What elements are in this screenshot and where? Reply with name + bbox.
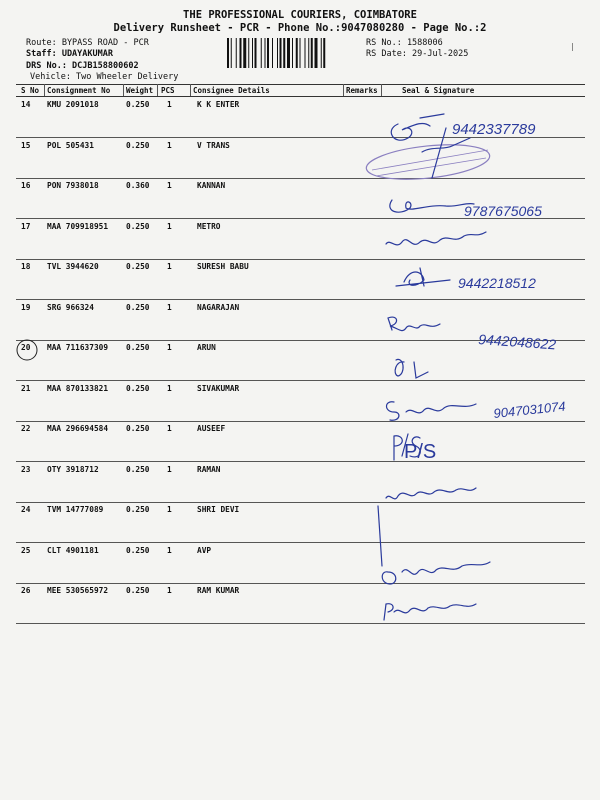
consignee-cell: RAM KUMAR: [197, 586, 240, 595]
rs-date: RS Date: 29-Jul-2025: [366, 49, 469, 59]
weight-cell: 0.250: [126, 586, 150, 595]
col-header-pcs: PCS: [161, 86, 175, 95]
consignee-cell: METRO: [197, 221, 221, 231]
staff-label: Staff: UDAYAKUMAR: [26, 49, 113, 59]
weight-cell: 0.250: [126, 302, 150, 312]
handwritten-phone-row-19: 9442048622: [477, 331, 557, 353]
consignee-cell: K K ENTER: [197, 100, 240, 109]
drs-number: DRS No.: DCJB158800602: [26, 61, 139, 71]
sno-cell: 15: [21, 140, 31, 150]
corner-mark: |: [570, 42, 575, 51]
weight-cell: 0.360: [126, 181, 150, 190]
pcs-cell: 1: [167, 545, 172, 555]
consignment-no-cell: MAA 709918951: [47, 221, 109, 231]
handwritten-phone-row-18: 9442218512: [458, 275, 536, 291]
weight-cell: 0.250: [126, 343, 150, 352]
handwritten-phone-row-21: 9047031074: [492, 398, 567, 421]
signature-row-14: [391, 114, 444, 140]
pcs-cell: 1: [167, 586, 172, 595]
signature-row-25: [382, 562, 490, 584]
signature-row-26: [384, 604, 476, 620]
weight-cell: 0.250: [126, 100, 150, 109]
handwritten-phone-row-16: 9787675065: [464, 203, 542, 219]
consignment-no-cell: MAA 711637309: [47, 343, 109, 352]
signature-row-17: [386, 232, 486, 245]
consignee-cell: ARUN: [197, 343, 216, 352]
weight-cell: 0.250: [126, 262, 150, 271]
sno-cell: 21: [21, 383, 31, 393]
pcs-cell: 1: [167, 140, 172, 150]
col-header-signature: Seal & Signature: [402, 86, 475, 95]
pcs-cell: 1: [167, 383, 172, 393]
consignment-no-cell: PON 7938018: [47, 181, 99, 190]
consignee-cell: RAMAN: [197, 464, 221, 474]
company-title: THE PROFESSIONAL COURIERS, COIMBATORE: [183, 9, 417, 21]
pcs-cell: 1: [167, 343, 172, 352]
consignment-no-cell: SRG 966324: [47, 302, 94, 312]
handwritten-ps-row-22: P/S: [404, 441, 437, 463]
pcs-cell: 1: [167, 221, 172, 231]
weight-cell: 0.250: [126, 464, 150, 474]
sno-cell: 20: [21, 343, 31, 352]
sno-cell: 22: [21, 424, 31, 433]
sno-cell: 19: [21, 302, 31, 312]
weight-cell: 0.250: [126, 383, 150, 393]
consignee-cell: SHRI DEVI: [197, 505, 240, 514]
sno-cell: 17: [21, 221, 31, 231]
consignment-no-cell: KMU 2091018: [47, 100, 99, 109]
sno-cell: 26: [21, 586, 31, 595]
weight-cell: 0.250: [126, 140, 150, 150]
pcs-cell: 1: [167, 464, 172, 474]
consignment-no-cell: MEE 530565972: [47, 586, 109, 595]
weight-cell: 0.250: [126, 221, 150, 231]
consignee-cell: SIVAKUMAR: [197, 383, 240, 393]
route-label: Route: BYPASS ROAD - PCR: [26, 38, 149, 48]
consignee-cell: SURESH BABU: [197, 262, 249, 271]
signature-row-21: [387, 402, 477, 420]
sno-cell: 18: [21, 262, 31, 271]
vehicle-label: Vehicle: Two Wheeler Delivery: [30, 72, 179, 82]
sno-cell: 25: [21, 545, 31, 555]
consignee-cell: AUSEEF: [197, 424, 226, 433]
col-header-consignment: Consignment No: [47, 86, 111, 95]
company-stamp: [365, 140, 492, 185]
handwritten-phone-row-14: 9442337789: [452, 121, 536, 138]
runsheet-subtitle: Delivery Runsheet - PCR - Phone No.:9047080280 - Page No.:2: [113, 22, 487, 34]
consignment-no-cell: MAA 296694584: [47, 424, 109, 433]
pcs-cell: 1: [167, 505, 172, 514]
rs-number: RS No.: 1588006: [366, 38, 443, 48]
weight-cell: 0.250: [126, 424, 150, 433]
signature-row-19: [388, 317, 440, 331]
col-header-consignee: Consignee Details: [193, 86, 270, 95]
consignment-no-cell: MAA 870133821: [47, 383, 109, 393]
sno-cell: 24: [21, 505, 31, 514]
pcs-cell: 1: [167, 302, 172, 312]
col-header-weight: Weight: [126, 86, 154, 95]
consignee-cell: AVP: [197, 545, 212, 555]
signature-row-16: [390, 200, 474, 212]
row-20-circle-mark: [17, 340, 37, 360]
weight-cell: 0.250: [126, 545, 150, 555]
consignee-cell: V TRANS: [197, 140, 230, 150]
consignment-no-cell: TVM 14777089: [47, 505, 104, 514]
pcs-cell: 1: [167, 100, 172, 109]
consignee-cell: NAGARAJAN: [197, 302, 240, 312]
signature-row-20: [395, 359, 428, 378]
col-header-sno: S No: [21, 86, 40, 95]
sno-cell: 23: [21, 464, 31, 474]
sno-cell: 14: [21, 100, 31, 109]
signature-row-18: [396, 268, 450, 286]
pcs-cell: 1: [167, 424, 172, 433]
pcs-cell: 1: [167, 262, 172, 271]
consignment-no-cell: POL 505431: [47, 140, 94, 150]
consignment-no-cell: TVL 3944620: [47, 262, 99, 271]
col-header-remarks: Remarks: [346, 86, 378, 95]
sno-cell: 16: [21, 181, 31, 190]
consignment-no-cell: OTY 3918712: [47, 464, 99, 474]
signature-row-24: [378, 488, 476, 566]
pcs-cell: 1: [167, 181, 172, 190]
weight-cell: 0.250: [126, 505, 150, 514]
consignment-no-cell: CLT 4901181: [47, 545, 99, 555]
consignee-cell: KANNAN: [197, 181, 226, 190]
